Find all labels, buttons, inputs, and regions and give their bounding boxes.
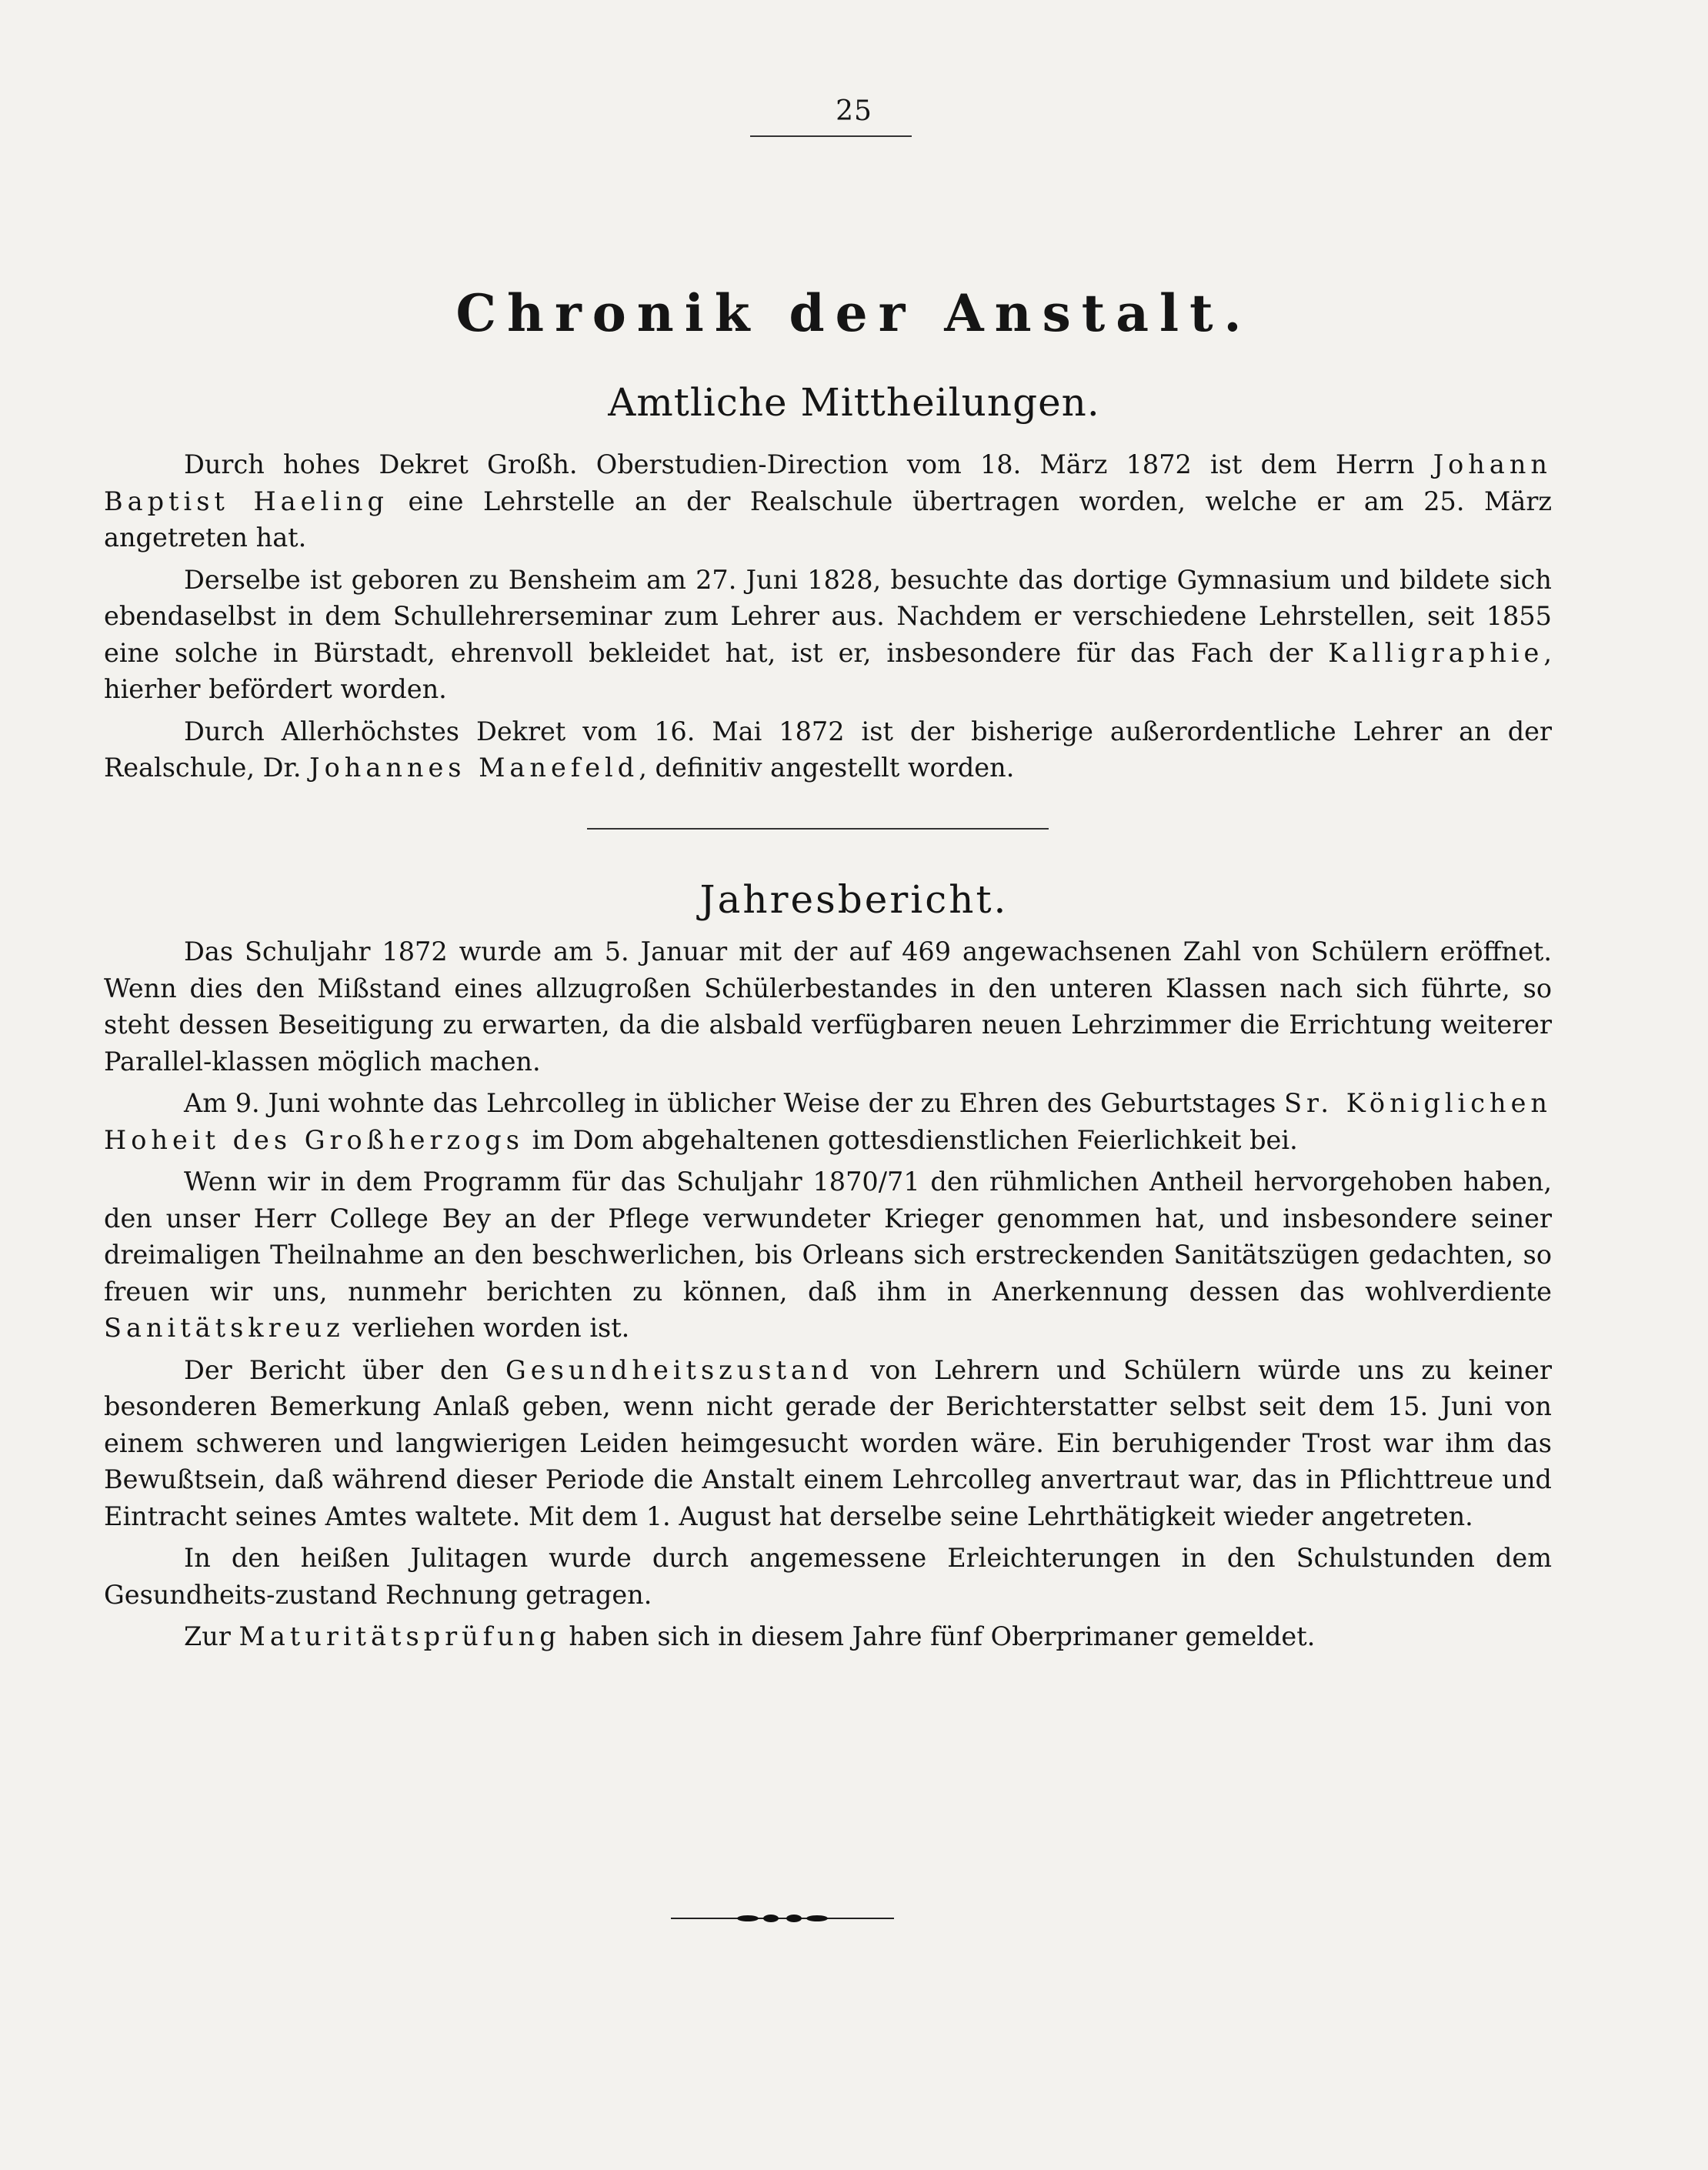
paragraph: Durch hohes Dekret Großh. Oberstudien-Direction vom 18. März 1872 ist dem Herrn Johann Baptist Haeling eine Lehrstelle an der Realschule übertragen worden, welche er am 25. März angetreten hat. <box>104 449 1552 553</box>
paragraph: Wenn wir in dem Programm für das Schuljahr 1870/71 den rühmlichen Antheil hervorgehoben haben, den unser Herr College Bey an der Pflege verwundeter Krieger genommen hat, und insbesondere seiner dreimaligen Theilnahme an den beschwerlichen, bis Orleans sich erstreckenden Sanitätszügen gedachten, so freuen wir uns, nunmehr berichten zu können, daß ihm in Anerkennung dessen das wohlverdiente Sanitätskreuz verliehen worden ist. <box>104 1167 1552 1343</box>
emphasized-exam: Maturitätsprüfung <box>239 1621 561 1651</box>
paragraph: Der Bericht über den Gesundheitszustand von Lehrern und Schülern würde uns zu keiner besonderen Bemerkung Anlaß geben, wenn nicht gerade der Berichterstatter selbst seit dem 15. Juni von einem schweren und langwierigen Leiden heimgesucht worden wäre. Ein beruhigender Trost war ihm das Bewußtsein, daß während dieser Periode die Anstalt einem Lehrcolleg anvertraut war, das in Pflichttreue und Eintracht seines Amtes waltete. Mit dem 1. August hat derselbe seine Lehrthätigkeit wieder angetreten. <box>104 1354 1552 1531</box>
page-title: Chronik der Anstalt. <box>455 283 1253 343</box>
emphasized-subject: Kalligraphie <box>1328 637 1544 668</box>
section-divider <box>587 828 1049 830</box>
paragraph: Durch Allerhöchstes Dekret vom 16. Mai 1872 ist der bisherige außerordentliche Lehrer an der Realschule, Dr. Johannes Manefeld, definitiv angestellt worden. <box>104 716 1552 783</box>
paragraph: Derselbe ist geboren zu Bensheim am 27. Juni 1828, besuchte das dortige Gymnasium und bildete sich ebendaselbst in dem Schullehrerseminar zum Lehrer aus. Nachdem er verschiedene Lehrstellen, seit 1855 eine solche in Bürstadt, ehrenvoll bekleidet hat, ist er, insbesondere für das Fach der Kalligraphie, hierher befördert worden. <box>104 564 1552 704</box>
end-ornament-icon <box>671 1914 894 1923</box>
paragraph: Zur Maturitätsprüfung haben sich in diesem Jahre fünf Oberprimaner gemeldet. <box>184 1621 1316 1651</box>
official-notices-body <box>104 446 1552 792</box>
header-rule <box>750 135 912 137</box>
annual-report-body <box>104 933 1552 1661</box>
emphasized-name: Johann Baptist Haeling <box>104 449 1552 516</box>
emphasized-topic: Gesundheitszustand <box>505 1354 854 1385</box>
emphasized-award: Sanitätskreuz <box>104 1313 345 1343</box>
paragraph: In den heißen Julitagen wurde durch angemessene Erleichterungen in den Schulstunden dem Gesundheits-zustand Rechnung getragen. <box>104 1543 1552 1610</box>
paragraph: Am 9. Juni wohnte das Lehrcolleg in üblicher Weise der zu Ehren des Geburtstages Sr. Königlichen Hoheit des Großherzogs im Dom abgehaltenen gottesdienstlichen Feierlichkeit bei. <box>104 1088 1553 1155</box>
emphasized-name: Johannes Manefeld <box>309 753 639 783</box>
section-heading-official: Amtliche Mittheilungen. <box>608 380 1100 425</box>
paragraph: Das Schuljahr 1872 wurde am 5. Januar mit der auf 469 angewachsenen Zahl von Schülern eröffnet. Wenn dies den Mißstand eines allzugroßen Schülerbestandes in den unteren Klassen nach sich führte, so steht dessen Beseitigung zu erwarten, da die alsbald verfügbaren neuen Lehrzimmer die Errichtung weiterer Parallel-klassen möglich machen. <box>104 936 1552 1077</box>
section-heading-annual: Jahresbericht. <box>699 877 1009 922</box>
emphasized-honor: Sr. Königlichen Hoheit des Großherzogs <box>104 1088 1553 1155</box>
page-number: 25 <box>836 95 872 127</box>
